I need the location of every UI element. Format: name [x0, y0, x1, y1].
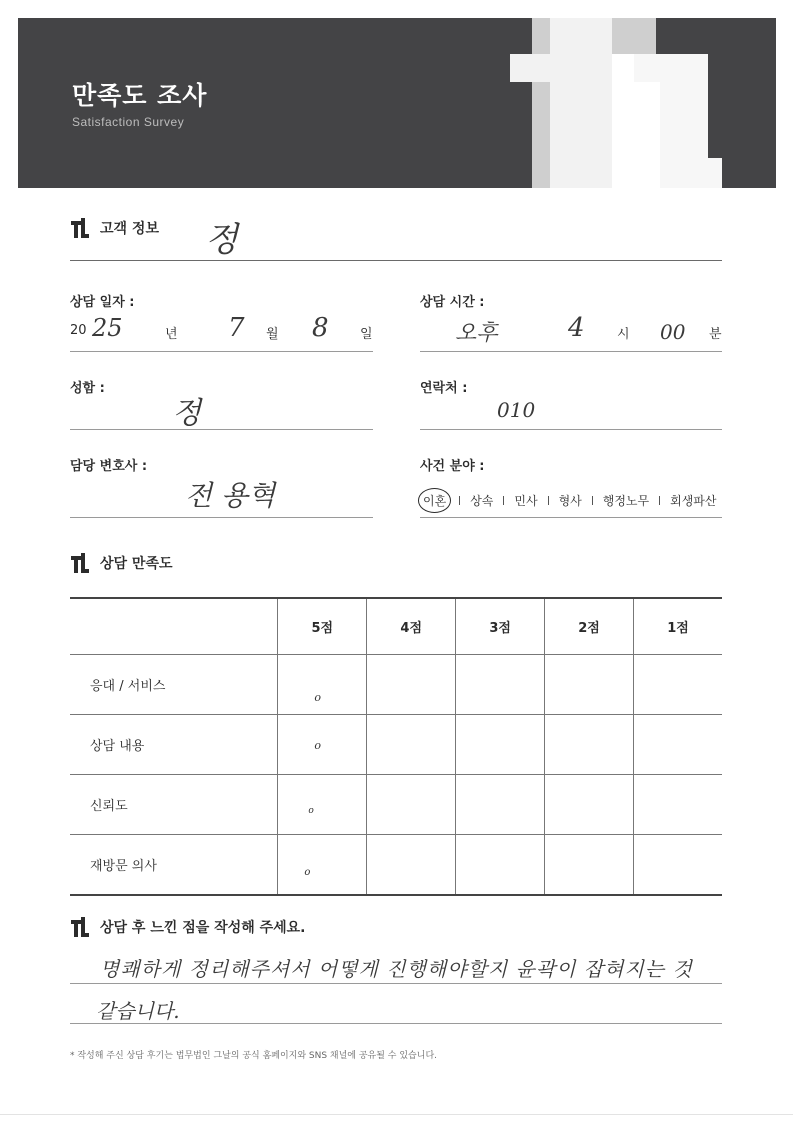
- date-year-value: 25: [92, 314, 123, 342]
- score-cell-5[interactable]: [278, 835, 367, 896]
- date-year-prefix: 20: [70, 323, 87, 338]
- section-mark-icon: [70, 553, 90, 575]
- time-label: 상담 시간 :: [420, 295, 485, 310]
- time-rule: [420, 351, 722, 352]
- divider: [548, 496, 549, 505]
- score-cell-4[interactable]: [367, 775, 456, 835]
- table-header-blank: [70, 598, 278, 655]
- time-minute-value: 00: [660, 320, 686, 344]
- name-rule: [70, 429, 373, 430]
- satisfaction-heading: [70, 553, 173, 575]
- date-month-value: 7: [228, 313, 245, 343]
- page-subtitle: Satisfaction Survey: [72, 115, 185, 129]
- table-row: [70, 835, 722, 896]
- score-cell-5[interactable]: [278, 775, 367, 835]
- score-cell-1[interactable]: [634, 655, 722, 715]
- score-cell-2[interactable]: [545, 715, 634, 775]
- customer-info-heading: [70, 218, 159, 240]
- table-header-score: 1점: [634, 598, 722, 655]
- score-cell-3[interactable]: [456, 655, 545, 715]
- score-cell-5[interactable]: [278, 655, 367, 715]
- case-type-criminal[interactable]: 형사: [558, 494, 582, 508]
- feedback-line-2: 같습니다.: [96, 999, 180, 1023]
- header-banner: [18, 18, 776, 188]
- score-cell-2[interactable]: [545, 655, 634, 715]
- case-type-administrative-labor[interactable]: 행정노무: [602, 494, 650, 508]
- table-header-score: 2점: [545, 598, 634, 655]
- case-type-rule: [420, 517, 722, 518]
- date-day-unit: 일: [360, 327, 373, 342]
- check-mark: o: [304, 867, 311, 878]
- date-rule: [70, 351, 373, 352]
- section-mark-icon: [70, 218, 90, 240]
- score-cell-4[interactable]: [367, 655, 456, 715]
- page-bottom-edge: [0, 1114, 793, 1115]
- case-type-divorce[interactable]: 이혼: [418, 488, 451, 513]
- score-cell-3[interactable]: [456, 715, 545, 775]
- feedback-rule-2: [70, 1023, 722, 1024]
- check-mark: o: [308, 806, 314, 816]
- satisfaction-table: [70, 597, 722, 896]
- time-hour-unit: 시: [617, 327, 630, 342]
- score-cell-1[interactable]: [634, 775, 722, 835]
- check-mark: o: [314, 739, 321, 752]
- lawyer-label: 담당 변호사 :: [70, 459, 148, 474]
- feedback-line-1: 명쾌하게 정리해주셔서 어떻게 진행해야할지 윤곽이 잡혀지는 것: [100, 957, 693, 981]
- score-cell-3[interactable]: [456, 775, 545, 835]
- table-row: [70, 715, 722, 775]
- divider: [592, 496, 593, 505]
- case-type-bankruptcy[interactable]: 회생파산: [670, 494, 717, 508]
- contact-rule: [420, 429, 722, 430]
- feedback-title: 상담 후 느낀 점을 작성해 주세요.: [100, 920, 306, 936]
- case-type-label: 사건 분야 :: [420, 459, 485, 474]
- lawyer-rule: [70, 517, 373, 518]
- law-firm-logo-mark: [510, 18, 730, 188]
- lawyer-value: 전 용혁: [185, 479, 276, 512]
- time-ampm-value: 오후: [455, 321, 498, 346]
- satisfaction-title: 상담 만족도: [100, 556, 173, 572]
- divider: [503, 496, 504, 505]
- table-header-score: 4점: [367, 598, 456, 655]
- customer-name-handwritten: 정: [205, 220, 238, 260]
- footnote: * 작성해 주신 상담 후기는 법무법인 그날의 공식 홈페이지와 SNS 채널에 공유될 수 있습니다.: [70, 1051, 438, 1061]
- date-day-value: 8: [312, 313, 329, 343]
- date-label: 상담 일자 :: [70, 295, 135, 310]
- section-mark-icon: [70, 917, 90, 939]
- table-header-row: [70, 598, 722, 655]
- table-row: [70, 655, 722, 715]
- date-month-unit: 월: [266, 327, 279, 342]
- feedback-rule-1: [70, 983, 722, 984]
- table-row: [70, 775, 722, 835]
- score-cell-4[interactable]: [367, 715, 456, 775]
- customer-info-title: 고객 정보: [100, 221, 159, 237]
- row-label: 재방문 의사: [70, 835, 278, 896]
- check-mark: o: [314, 691, 321, 704]
- case-type-inheritance[interactable]: 상속: [470, 494, 494, 508]
- score-cell-1[interactable]: [634, 715, 722, 775]
- score-cell-2[interactable]: [545, 775, 634, 835]
- score-cell-5[interactable]: [278, 715, 367, 775]
- table-header-score: 3점: [456, 598, 545, 655]
- name-label: 성함 :: [70, 381, 105, 396]
- date-year-unit: 년: [165, 327, 178, 342]
- case-type-civil[interactable]: 민사: [514, 494, 538, 508]
- contact-value: 010: [497, 398, 536, 422]
- row-label: 상담 내용: [70, 715, 278, 775]
- score-cell-4[interactable]: [367, 835, 456, 896]
- score-cell-1[interactable]: [634, 835, 722, 896]
- feedback-heading: [70, 917, 306, 939]
- score-cell-2[interactable]: [545, 835, 634, 896]
- row-label: 신뢰도: [70, 775, 278, 835]
- divider: [459, 496, 460, 505]
- table-header-score: 5점: [278, 598, 367, 655]
- contact-label: 연락처 :: [420, 381, 468, 396]
- name-value: 정: [172, 396, 201, 431]
- page-title: 만족도 조사: [72, 81, 208, 110]
- time-hour-value: 4: [568, 313, 585, 343]
- time-minute-unit: 분: [709, 327, 722, 342]
- score-cell-3[interactable]: [456, 835, 545, 896]
- customer-info-rule: [70, 260, 722, 261]
- row-label: 응대 / 서비스: [70, 655, 278, 715]
- divider: [659, 496, 660, 505]
- case-type-options: [418, 488, 719, 513]
